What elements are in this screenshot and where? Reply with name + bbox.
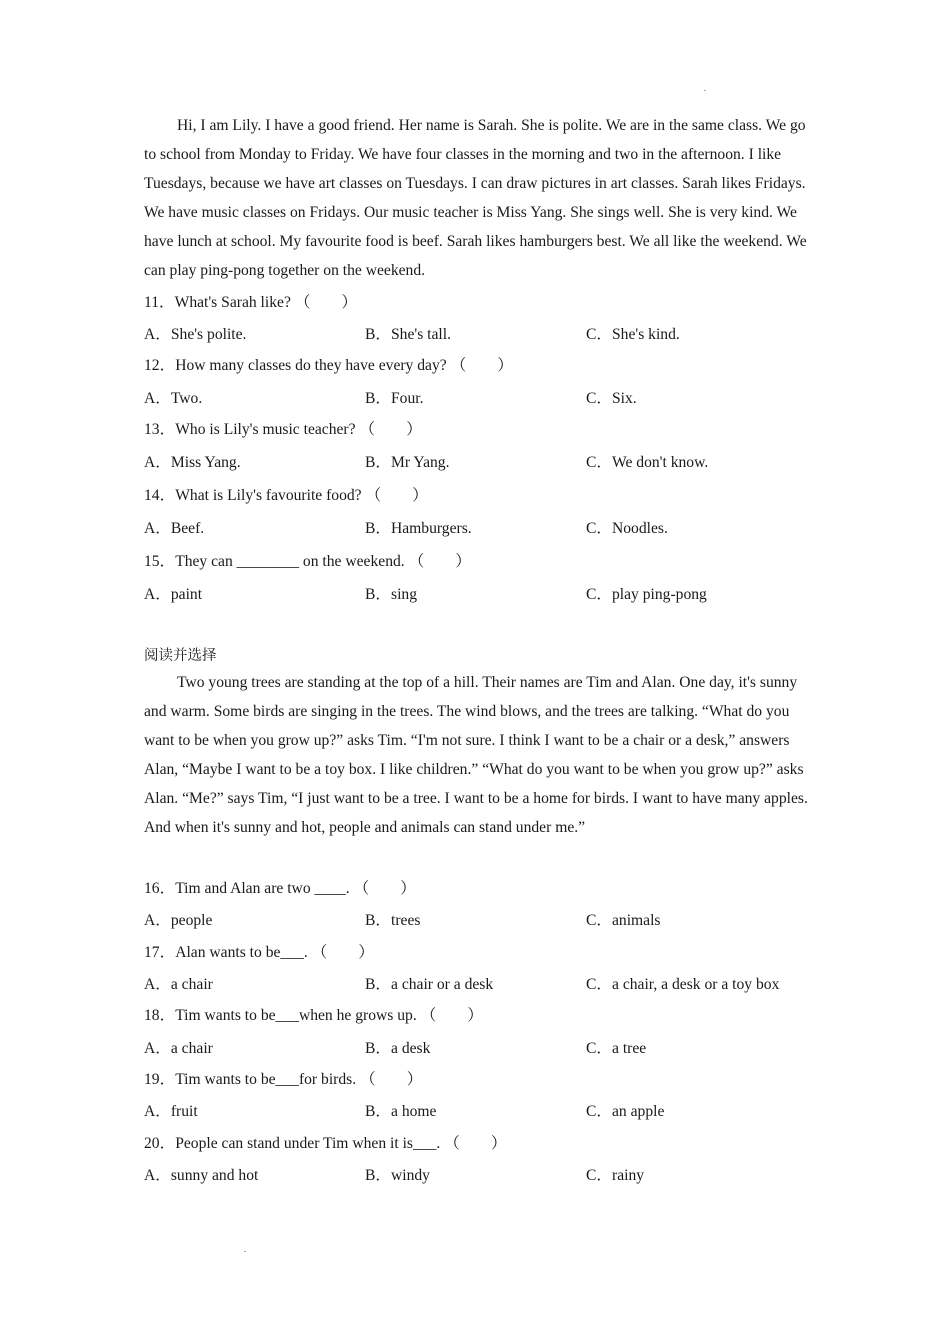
- question-14: 14．What is Lily's favourite food? （ ）: [144, 487, 428, 504]
- option-c[interactable]: C．play ping-pong: [586, 586, 707, 603]
- question-17: 17．Alan wants to be___. （ ）: [144, 944, 374, 961]
- option-a[interactable]: A．a chair: [144, 976, 213, 993]
- option-a[interactable]: A．Two.: [144, 390, 203, 407]
- question-15: 15．They can ________ on the weekend. （ ）: [144, 553, 471, 570]
- question-11: 11．What's Sarah like? （ ）: [144, 294, 358, 311]
- option-c[interactable]: C．a tree: [586, 1040, 647, 1057]
- option-b[interactable]: B．a chair or a desk: [365, 976, 494, 993]
- option-a[interactable]: A．sunny and hot: [144, 1167, 259, 1184]
- question-15-options: [144, 582, 824, 604]
- option-c[interactable]: C．She's kind.: [586, 326, 680, 343]
- question-20: 20．People can stand under Tim when it is___. （ ）: [144, 1135, 507, 1152]
- question-11-options: [144, 322, 824, 344]
- question-19: 19．Tim wants to be___for birds. （ ）: [144, 1071, 423, 1088]
- question-14-options: [144, 516, 824, 538]
- question-19-options: [144, 1099, 824, 1121]
- question-16-options: [144, 908, 824, 930]
- option-c[interactable]: C．We don't know.: [586, 454, 709, 471]
- option-a[interactable]: A．paint: [144, 586, 203, 603]
- question-18-options: [144, 1036, 824, 1058]
- option-c[interactable]: C．animals: [586, 912, 661, 929]
- option-b[interactable]: B．Mr Yang.: [365, 454, 450, 471]
- option-c[interactable]: C．rainy: [586, 1167, 645, 1184]
- reading-passage-2: [144, 668, 808, 842]
- question-20-options: [144, 1163, 824, 1185]
- option-b[interactable]: B．She's tall.: [365, 326, 451, 343]
- option-b[interactable]: B．a home: [365, 1103, 437, 1120]
- option-a[interactable]: A．Miss Yang.: [144, 454, 241, 471]
- question-17-options: [144, 972, 824, 994]
- option-a[interactable]: A．fruit: [144, 1103, 198, 1120]
- question-12: 12．How many classes do they have every day? （ ）: [144, 357, 513, 374]
- question-13-options: [144, 450, 824, 472]
- option-b[interactable]: B．Hamburgers.: [365, 520, 472, 537]
- option-a[interactable]: A．a chair: [144, 1040, 213, 1057]
- option-a[interactable]: A．people: [144, 912, 213, 929]
- option-a[interactable]: A．Beef.: [144, 520, 205, 537]
- question-16: 16．Tim and Alan are two ____. （ ）: [144, 880, 416, 897]
- option-b[interactable]: B．a desk: [365, 1040, 431, 1057]
- page-speck: [704, 90, 706, 91]
- option-b[interactable]: B．windy: [365, 1167, 430, 1184]
- option-b[interactable]: B．sing: [365, 586, 417, 603]
- question-18: 18．Tim wants to be___when he grows up. （ ）: [144, 1007, 484, 1024]
- option-c[interactable]: C．a chair, a desk or a toy box: [586, 976, 780, 993]
- passage-1-text: Hi, I am Lily. I have a good friend. Her name is Sarah. She is polite. We are in the same class. We go to school from Monday to Friday. We have four classes in the morning and two in the afternoon. I like Tuesdays, because we have art classes on Tuesdays. I can draw pictures in art classes. Sarah likes Fridays. We have music classes on Fridays. Our music teacher is Miss Yang. She sings well. She is very kind. We have lunch at school. My favourite food is beef. Sarah likes hamburgers best. We all like the weekend. We can play ping-pong together on the weekend.: [144, 117, 807, 279]
- passage-2-text: Two young trees are standing at the top of a hill. Their names are Tim and Alan. One day, it's sunny and warm. Some birds are singing in the trees. The wind blows, and the trees are talking. “What do you want to be when you grow up?” asks Tim. “I'm not sure. I think I want to be a chair or a desk,” answers Alan, “Maybe I want to be a toy box. I like children.” “What do you want to be when you grow up?” asks Alan. “Me?” says Tim, “I just want to be a tree. I want to be a home for birds. I want to have many apples. And when it's sunny and hot, people and animals can stand under me.”: [144, 674, 808, 836]
- option-c[interactable]: C．Six.: [586, 390, 637, 407]
- page-speck: [244, 1251, 246, 1252]
- option-c[interactable]: C．Noodles.: [586, 520, 668, 537]
- question-12-options: [144, 386, 824, 408]
- reading-passage-1: [144, 111, 808, 285]
- option-c[interactable]: C．an apple: [586, 1103, 665, 1120]
- section-title: 阅读并选择: [144, 648, 217, 664]
- option-a[interactable]: A．She's polite.: [144, 326, 247, 343]
- option-b[interactable]: B．Four.: [365, 390, 424, 407]
- option-b[interactable]: B．trees: [365, 912, 421, 929]
- question-13: 13．Who is Lily's music teacher? （ ）: [144, 421, 422, 438]
